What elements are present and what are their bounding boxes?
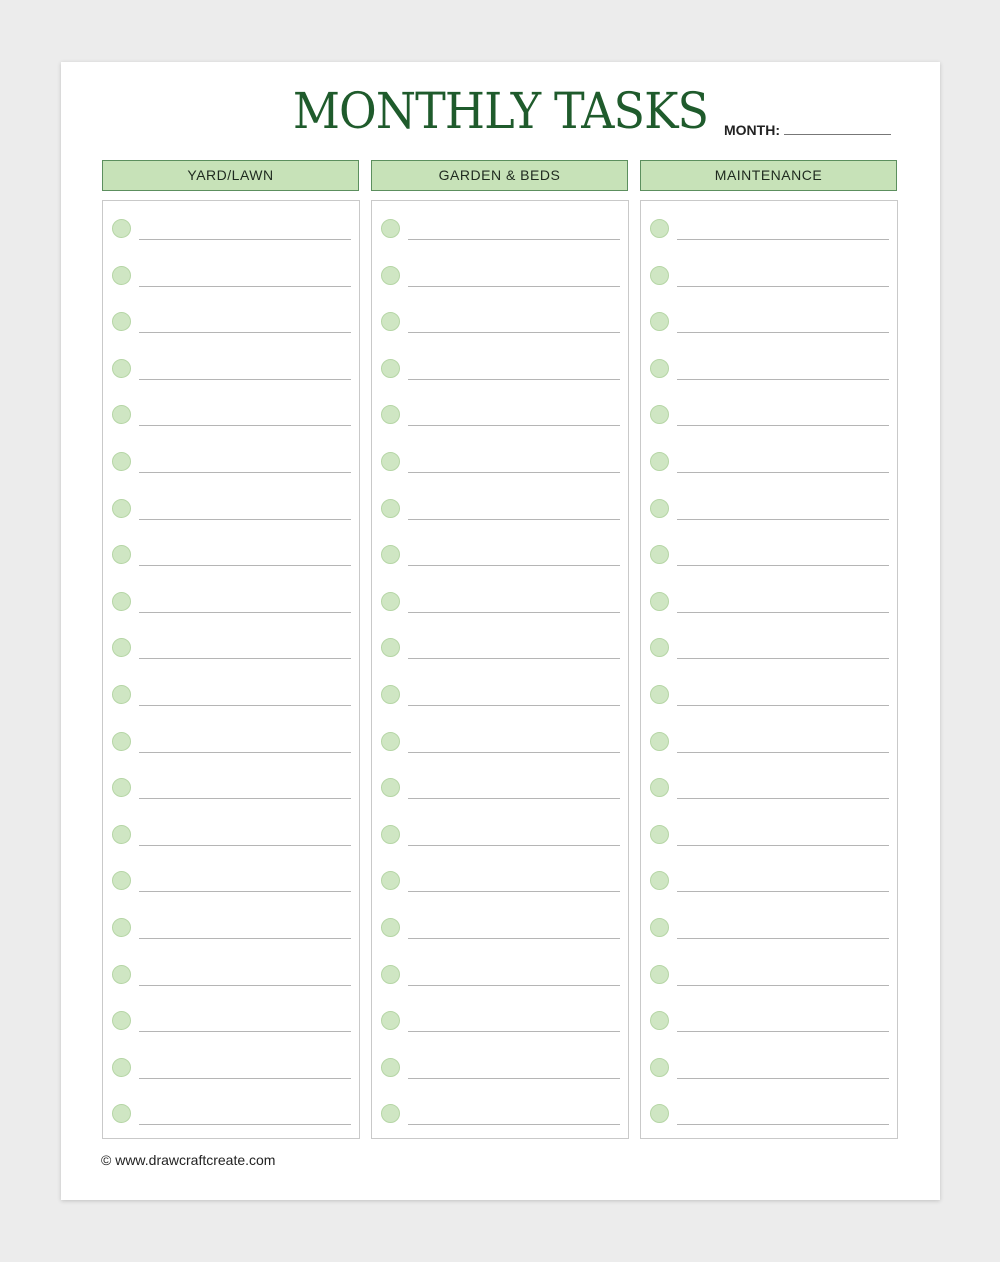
task-entry-line[interactable] bbox=[139, 891, 351, 892]
checkbox-circle[interactable] bbox=[650, 1058, 669, 1077]
checkbox-circle[interactable] bbox=[381, 685, 400, 704]
checkbox-circle[interactable] bbox=[650, 1104, 669, 1123]
copyright-footer: © www.drawcraftcreate.com bbox=[101, 1152, 276, 1168]
checkbox-circle[interactable] bbox=[381, 452, 400, 471]
task-row bbox=[641, 1058, 897, 1082]
task-row bbox=[641, 732, 897, 756]
checkbox-circle[interactable] bbox=[650, 965, 669, 984]
task-entry-line[interactable] bbox=[677, 519, 889, 520]
task-row bbox=[103, 219, 359, 243]
task-row bbox=[103, 778, 359, 802]
checkbox-circle[interactable] bbox=[650, 871, 669, 890]
task-entry-line[interactable] bbox=[408, 519, 620, 520]
checkbox-circle[interactable] bbox=[112, 638, 131, 657]
task-entry-line[interactable] bbox=[408, 938, 620, 939]
task-entry-line[interactable] bbox=[139, 1078, 351, 1079]
task-row bbox=[641, 359, 897, 383]
checkbox-circle[interactable] bbox=[381, 778, 400, 797]
checkbox-circle[interactable] bbox=[381, 732, 400, 751]
task-row bbox=[372, 1011, 628, 1035]
task-entry-line[interactable] bbox=[677, 658, 889, 659]
task-row bbox=[372, 452, 628, 476]
checkbox-circle[interactable] bbox=[381, 266, 400, 285]
task-entry-line[interactable] bbox=[677, 705, 889, 706]
task-row bbox=[103, 732, 359, 756]
task-row bbox=[372, 266, 628, 290]
checkbox-circle[interactable] bbox=[112, 1058, 131, 1077]
checkbox-circle[interactable] bbox=[112, 1104, 131, 1123]
task-entry-line[interactable] bbox=[408, 798, 620, 799]
task-row bbox=[641, 825, 897, 849]
checkbox-circle[interactable] bbox=[112, 266, 131, 285]
task-entry-line[interactable] bbox=[408, 612, 620, 613]
task-row bbox=[641, 219, 897, 243]
task-entry-line[interactable] bbox=[408, 286, 620, 287]
task-row bbox=[103, 1011, 359, 1035]
checkbox-circle[interactable] bbox=[381, 1058, 400, 1077]
task-entry-line[interactable] bbox=[139, 1031, 351, 1032]
task-entry-line[interactable] bbox=[677, 1078, 889, 1079]
task-row bbox=[372, 965, 628, 989]
task-row bbox=[641, 965, 897, 989]
task-row bbox=[641, 685, 897, 709]
checkbox-circle[interactable] bbox=[650, 825, 669, 844]
task-row bbox=[103, 312, 359, 336]
task-row bbox=[372, 638, 628, 662]
task-entry-line[interactable] bbox=[677, 332, 889, 333]
task-row bbox=[372, 312, 628, 336]
task-row bbox=[103, 871, 359, 895]
checkbox-circle[interactable] bbox=[650, 592, 669, 611]
task-entry-line[interactable] bbox=[677, 286, 889, 287]
task-row bbox=[103, 592, 359, 616]
task-entry-line[interactable] bbox=[677, 379, 889, 380]
task-row bbox=[103, 452, 359, 476]
task-row bbox=[103, 499, 359, 523]
task-entry-line[interactable] bbox=[408, 985, 620, 986]
checkbox-circle[interactable] bbox=[650, 918, 669, 937]
checkbox-circle[interactable] bbox=[381, 219, 400, 238]
checkbox-circle[interactable] bbox=[650, 312, 669, 331]
task-row bbox=[372, 918, 628, 942]
task-entry-line[interactable] bbox=[408, 1124, 620, 1125]
task-entry-line[interactable] bbox=[139, 286, 351, 287]
task-list-yard-lawn bbox=[102, 200, 360, 1139]
task-entry-line[interactable] bbox=[408, 379, 620, 380]
task-row bbox=[372, 1104, 628, 1128]
task-row bbox=[103, 685, 359, 709]
checkbox-circle[interactable] bbox=[112, 732, 131, 751]
task-entry-line[interactable] bbox=[677, 1124, 889, 1125]
task-entry-line[interactable] bbox=[139, 519, 351, 520]
task-row bbox=[372, 359, 628, 383]
checkbox-circle[interactable] bbox=[381, 359, 400, 378]
task-row bbox=[103, 359, 359, 383]
checkbox-circle[interactable] bbox=[112, 918, 131, 937]
checkbox-circle[interactable] bbox=[381, 1104, 400, 1123]
task-entry-line[interactable] bbox=[677, 985, 889, 986]
task-entry-line[interactable] bbox=[139, 658, 351, 659]
task-row bbox=[103, 405, 359, 429]
task-row bbox=[372, 545, 628, 569]
task-entry-line[interactable] bbox=[408, 425, 620, 426]
task-entry-line[interactable] bbox=[139, 845, 351, 846]
task-row bbox=[641, 499, 897, 523]
task-row bbox=[372, 825, 628, 849]
checkbox-circle[interactable] bbox=[381, 638, 400, 657]
task-entry-line[interactable] bbox=[677, 425, 889, 426]
task-row bbox=[641, 312, 897, 336]
task-entry-line[interactable] bbox=[139, 565, 351, 566]
task-entry-line[interactable] bbox=[677, 891, 889, 892]
task-row bbox=[372, 685, 628, 709]
task-row bbox=[372, 732, 628, 756]
checkbox-circle[interactable] bbox=[381, 825, 400, 844]
task-row bbox=[103, 545, 359, 569]
column-header-maintenance: MAINTENANCE bbox=[640, 160, 897, 191]
task-row bbox=[372, 1058, 628, 1082]
task-entry-line[interactable] bbox=[408, 332, 620, 333]
checkbox-circle[interactable] bbox=[650, 499, 669, 518]
checkbox-circle[interactable] bbox=[112, 825, 131, 844]
task-entry-line[interactable] bbox=[408, 1031, 620, 1032]
checkbox-circle[interactable] bbox=[381, 871, 400, 890]
task-row bbox=[103, 918, 359, 942]
checkbox-circle[interactable] bbox=[381, 312, 400, 331]
task-entry-line[interactable] bbox=[408, 845, 620, 846]
checkbox-circle[interactable] bbox=[112, 545, 131, 564]
column-header-yard-lawn: YARD/LAWN bbox=[102, 160, 359, 191]
checkbox-circle[interactable] bbox=[112, 592, 131, 611]
checkbox-circle[interactable] bbox=[112, 359, 131, 378]
checkbox-circle[interactable] bbox=[112, 219, 131, 238]
task-entry-line[interactable] bbox=[677, 239, 889, 240]
checkbox-circle[interactable] bbox=[381, 592, 400, 611]
task-entry-line[interactable] bbox=[139, 705, 351, 706]
checkbox-circle[interactable] bbox=[112, 965, 131, 984]
task-entry-line[interactable] bbox=[408, 705, 620, 706]
task-row bbox=[641, 638, 897, 662]
month-label: MONTH: bbox=[724, 122, 780, 138]
task-entry-line[interactable] bbox=[139, 379, 351, 380]
task-entry-line[interactable] bbox=[677, 1031, 889, 1032]
task-entry-line[interactable] bbox=[408, 1078, 620, 1079]
checkbox-circle[interactable] bbox=[650, 219, 669, 238]
task-entry-line[interactable] bbox=[677, 472, 889, 473]
checkbox-circle[interactable] bbox=[650, 638, 669, 657]
task-row bbox=[372, 499, 628, 523]
checkbox-circle[interactable] bbox=[112, 405, 131, 424]
task-row bbox=[641, 778, 897, 802]
task-row bbox=[372, 405, 628, 429]
checkbox-circle[interactable] bbox=[381, 545, 400, 564]
task-entry-line[interactable] bbox=[677, 845, 889, 846]
month-input-line[interactable] bbox=[784, 122, 891, 135]
checkbox-circle[interactable] bbox=[112, 1011, 131, 1030]
task-row bbox=[641, 1104, 897, 1128]
checkbox-circle[interactable] bbox=[381, 918, 400, 937]
checkbox-circle[interactable] bbox=[112, 499, 131, 518]
checkbox-circle[interactable] bbox=[650, 685, 669, 704]
task-entry-line[interactable] bbox=[139, 472, 351, 473]
task-entry-line[interactable] bbox=[677, 752, 889, 753]
checkbox-circle[interactable] bbox=[112, 452, 131, 471]
task-entry-line[interactable] bbox=[408, 891, 620, 892]
task-row bbox=[641, 266, 897, 290]
task-entry-line[interactable] bbox=[408, 565, 620, 566]
task-row bbox=[641, 1011, 897, 1035]
checkbox-circle[interactable] bbox=[650, 359, 669, 378]
checkbox-circle[interactable] bbox=[650, 1011, 669, 1030]
checkbox-circle[interactable] bbox=[381, 1011, 400, 1030]
task-row bbox=[372, 778, 628, 802]
planner-page bbox=[61, 62, 940, 1200]
task-row bbox=[103, 825, 359, 849]
task-entry-line[interactable] bbox=[139, 1124, 351, 1125]
checkbox-circle[interactable] bbox=[650, 266, 669, 285]
task-row bbox=[641, 871, 897, 895]
task-row bbox=[641, 918, 897, 942]
checkbox-circle[interactable] bbox=[650, 405, 669, 424]
task-entry-line[interactable] bbox=[139, 752, 351, 753]
checkbox-circle[interactable] bbox=[381, 965, 400, 984]
task-row bbox=[103, 965, 359, 989]
task-row bbox=[641, 405, 897, 429]
task-entry-line[interactable] bbox=[677, 565, 889, 566]
task-entry-line[interactable] bbox=[677, 938, 889, 939]
task-entry-line[interactable] bbox=[139, 612, 351, 613]
task-row bbox=[641, 592, 897, 616]
task-entry-line[interactable] bbox=[677, 612, 889, 613]
checkbox-circle[interactable] bbox=[650, 778, 669, 797]
checkbox-circle[interactable] bbox=[112, 685, 131, 704]
task-row bbox=[372, 592, 628, 616]
task-entry-line[interactable] bbox=[139, 798, 351, 799]
checkbox-circle[interactable] bbox=[650, 545, 669, 564]
column-header-garden-beds: GARDEN & BEDS bbox=[371, 160, 628, 191]
task-entry-line[interactable] bbox=[139, 425, 351, 426]
checkbox-circle[interactable] bbox=[650, 732, 669, 751]
checkbox-circle[interactable] bbox=[381, 405, 400, 424]
task-row bbox=[641, 545, 897, 569]
task-entry-line[interactable] bbox=[139, 239, 351, 240]
month-field bbox=[724, 122, 891, 138]
task-entry-line[interactable] bbox=[139, 985, 351, 986]
checkbox-circle[interactable] bbox=[112, 778, 131, 797]
task-row bbox=[103, 1104, 359, 1128]
task-entry-line[interactable] bbox=[408, 658, 620, 659]
checkbox-circle[interactable] bbox=[112, 312, 131, 331]
checkbox-circle[interactable] bbox=[381, 499, 400, 518]
task-row bbox=[103, 1058, 359, 1082]
task-entry-line[interactable] bbox=[408, 239, 620, 240]
task-row bbox=[641, 452, 897, 476]
task-entry-line[interactable] bbox=[408, 752, 620, 753]
task-list-garden-beds bbox=[371, 200, 629, 1139]
task-entry-line[interactable] bbox=[139, 938, 351, 939]
checkbox-circle[interactable] bbox=[650, 452, 669, 471]
task-entry-line[interactable] bbox=[139, 332, 351, 333]
task-row bbox=[103, 638, 359, 662]
task-entry-line[interactable] bbox=[408, 472, 620, 473]
task-entry-line[interactable] bbox=[677, 798, 889, 799]
task-row bbox=[103, 266, 359, 290]
page-title: MONTHLY TASKS bbox=[292, 82, 709, 140]
task-row bbox=[372, 219, 628, 243]
task-list-maintenance bbox=[640, 200, 898, 1139]
checkbox-circle[interactable] bbox=[112, 871, 131, 890]
task-row bbox=[372, 871, 628, 895]
